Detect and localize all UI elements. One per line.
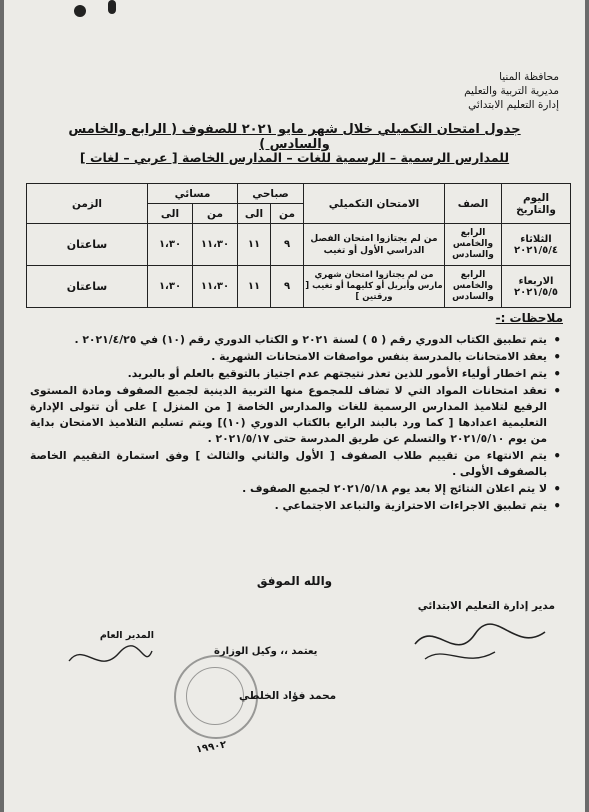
list-item: • يتم اخطار أولياء الأمور للذين تعذر نتيجتهم عدم اجتياز بالتوقيع بالعلم أو بالبريد. — [30, 366, 563, 382]
cell-morning-from: ٩ — [271, 224, 304, 266]
governorate: محافظة المنيا — [499, 71, 559, 83]
col-header-day-date: اليوم والتاريخ — [502, 184, 571, 224]
signatory-title: مدير إدارة التعليم الابتدائي — [417, 600, 555, 612]
cell-grade: الرابع والخامس والسادس — [445, 224, 502, 266]
signatory-title: المدير العام — [99, 630, 154, 641]
col-header-grade: الصف — [445, 184, 502, 224]
binder-hole-icon — [108, 0, 116, 14]
table-row — [27, 266, 571, 308]
document-subtitle: للمدارس الرسمية – الرسمية للغات – المدارس الخاصة [ عربي – لغات ] — [79, 150, 510, 165]
col-header-exam: الامتحان التكميلي — [304, 184, 445, 224]
handwritten-signature — [405, 614, 555, 674]
cell-grade: الرابع والخامس والسادس — [445, 266, 502, 308]
cell-day-date — [502, 224, 571, 266]
document-title: جدول امتحان التكميلي خلال شهر مايو ٢٠٢١ للصفوف ( الرابع والخامس والسادس ) — [68, 122, 521, 152]
list-item: • يتم تطبيق الكتاب الدوري رقم ( ٥ ) لسنة ٢٠٢١ و الكتاب الدوري رقم (١٠) في ٢٠٢١/٤/٢٥ . — [30, 332, 563, 348]
handwritten-signature — [64, 641, 154, 681]
signature-general-director — [64, 630, 154, 681]
cell-evening-to: ١،٣٠ — [148, 224, 193, 266]
administration: إدارة التعليم الابتدائي — [468, 99, 559, 111]
cell-morning-to: ١١ — [238, 224, 271, 266]
cell-day-date — [502, 266, 571, 308]
cell-duration: ساعتان — [27, 224, 148, 266]
date: ٢٠٢١/٥/٤ — [514, 244, 558, 256]
binder-hole-icon — [74, 5, 86, 17]
day: الاربعاء — [518, 275, 554, 287]
serial-number: ١٩٩٠٢ — [195, 739, 228, 756]
cell-exam: من لم يجتازوا امتحان شهري مارس وأبريل أو كليهما أو تغيب [ ورقتين ] — [304, 266, 445, 308]
signature-director-primary — [405, 600, 555, 674]
list-item: • يتم الانتهاء من تقييم طلاب الصفوف [ الأول والثاني والثالث ] وفق استمارة التقييم الخاصة بالصفوف الأولى . — [30, 448, 563, 480]
cell-evening-to: ١،٣٠ — [148, 266, 193, 308]
list-item: • يتم تطبيق الاجراءات الاحترازية والتباعد الاجتماعي . — [30, 498, 563, 514]
date: ٢٠٢١/٥/٥ — [514, 286, 558, 298]
table-row — [27, 224, 571, 266]
cell-exam: من لم يجتازوا امتحان الفصل الدراسي الأول أو تغيب — [304, 224, 445, 266]
col-header-to: الى — [238, 204, 271, 224]
notes-list — [30, 332, 563, 515]
approval-line: يعتمد ،، وكيل الوزارة — [214, 646, 318, 657]
directorate: مديرية التربية والتعليم — [464, 85, 559, 97]
cell-morning-from: ٩ — [271, 266, 304, 308]
exam-schedule-table — [26, 183, 571, 308]
official-name: محمد فؤاد الخلطي — [239, 690, 337, 702]
cell-evening-from: ١١،٣٠ — [193, 266, 238, 308]
col-header-from: من — [271, 204, 304, 224]
document-page — [4, 0, 585, 812]
notes-heading: ملاحظات :- — [495, 311, 563, 325]
col-header-from: من — [193, 204, 238, 224]
col-header-to: الى — [148, 204, 193, 224]
col-header-evening: مسائي — [148, 184, 238, 204]
cell-morning-to: ١١ — [238, 266, 271, 308]
list-item: • لا يتم اعلان النتائج إلا بعد يوم ٢٠٢١/٥/١٨ لجميع الصفوف . — [30, 481, 563, 497]
day: الثلاثاء — [520, 233, 552, 245]
list-item: • تعقد امتحانات المواد التي لا تضاف للمجموع منها التربية الدينية لجميع الصفوف ومادة المستوى الرفيع لتلاميذ المدارس الرسمية للغات والمدارس الخاصة [ من المنزل ] على أن تتولى الإدارة التعليمية اعدادها [ كما ورد بالبند الرابع بالكتاب الدوري (١٠)] ويتم تسليم التلاميذ الامتحان بداية من يوم ٢٠٢١/٥/١٠ والتسلم عن طريق المدرسة حتى ٢٠٢١/٥/١٧ . — [30, 383, 563, 447]
cell-duration: ساعتان — [27, 266, 148, 308]
letterhead — [464, 70, 559, 112]
col-header-duration: الزمن — [27, 184, 148, 224]
list-item: • يعقد الامتحانات بالمدرسة بنفس مواصفات الامتحانات الشهرية . — [30, 349, 563, 365]
closing-phrase: والله الموفق — [256, 574, 333, 588]
cell-evening-from: ١١،٣٠ — [193, 224, 238, 266]
col-header-morning: صباحي — [238, 184, 304, 204]
